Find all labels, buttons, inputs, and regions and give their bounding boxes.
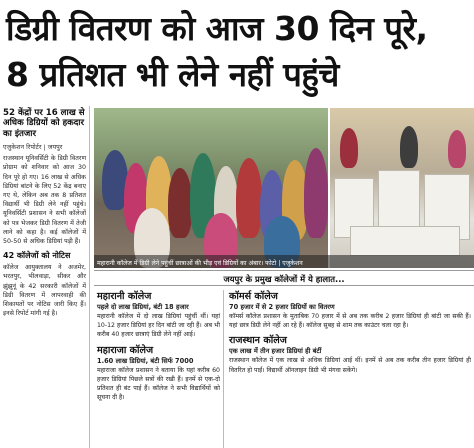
commerce-subhead: 70 हजार में से 2 हजार डिग्रियों का वितरण — [229, 303, 335, 311]
headline-line-2: 8 प्रतिशत भी लेने नहीं पहुंचे — [6, 55, 339, 94]
photo-figure — [168, 168, 192, 238]
rajasthan-section — [229, 334, 471, 374]
left-story-body-2: कॉलेज आयुक्तालय ने अजमेर, भरतपुर, भीलवाड़ा, सीकर और झुंझुनूं के 42 सरकारी कॉलेजों में डिग्री वितरण में लापरवाही की शिकायतों पर नोटिस जारी किए हैं। इनसे रिपोर्ट मांगी गई है। — [3, 264, 86, 318]
headline — [0, 0, 474, 104]
column-right-colleges — [226, 290, 474, 448]
rajasthan-subhead: एक लाख में तीन हजार डिग्रियां ही बंटीं — [229, 347, 322, 356]
maharani-subhead: पहले दो लाख डिग्रियां, बंटी 18 हजार — [97, 303, 189, 311]
left-story-subhead: 42 कॉलेजों को नोटिस — [3, 251, 71, 261]
commerce-title: कॉमर्स कॉलेज — [229, 291, 278, 302]
photo-figure — [400, 126, 418, 168]
photo-figure — [340, 128, 358, 168]
left-story-byline: एजुकेशन रिपोर्टर | जयपुर — [3, 143, 63, 152]
maharani-title: महारानी कॉलेज — [97, 291, 152, 302]
headline-line-1: डिग्री वितरण को आज 30 दिन पूरे, — [6, 9, 428, 48]
maharaja-section — [97, 344, 220, 403]
crowd-photo — [94, 108, 328, 268]
maharaja-title: महाराजा कॉलेज — [97, 344, 154, 356]
left-column-story — [0, 106, 90, 448]
maharani-body: महारानी कॉलेज में दो लाख डिग्रियां पहुंचीं थीं। यहां 10-12 हजार डिग्रियां हर दिन बांटी जा रही हैं। अब भी करीब 40 हजार छात्राएं डिग्री लेने नहीं आई। — [97, 313, 220, 339]
degree-stacks-photo — [330, 108, 474, 268]
commerce-section — [229, 290, 471, 330]
rajasthan-title: राजस्थान कॉलेज — [229, 335, 287, 347]
commerce-body: कॉमर्स कॉलेज प्रशासन के मुताबिक 70 हजार में से अब तक करीब 2 हजार डिग्रियां ही बांटी जा सकी हैं। यहां छात्र डिग्री लेने नहीं आ रहे हैं। कॉलेज सुबह से शाम तक काउंटर चला रहा है। — [229, 313, 471, 330]
maharaja-body: महाराजा कॉलेज प्रशासन ने बताया कि यहां करीब 60 हजार डिग्रियां पिछले सत्रों की रखी हैं। इनमें से एक-दो प्रतिशत ही बंट पाई हैं। कॉलेज ने सभी विद्यार्थियों को सूचना दी है। — [97, 366, 220, 402]
left-story-headline: 52 केंद्रों पर 16 लाख से अधिक डिग्रियों को हकदार का इंतजार — [3, 108, 85, 139]
photo-figure — [304, 148, 328, 238]
left-story-body: राजस्थान यूनिवर्सिटी के डिग्री वितरण प्रोग्राम को शनिवार को आज 30 दिन पूरे हो गए। 16 लाख से अधिक डिग्रियां बांटने के लिए 52 केंद्र बनाए गए थे, लेकिन अब तक 8 प्रतिशत विद्यार्थी भी डिग्री लेने नहीं पहुंचे। यूनिवर्सिटी प्रशासन ने सभी कॉलेजों को पत्र भेजकर डिग्री वितरण में तेजी लाने को कहा है। कई कॉलेजों में 50-50 से अधिक डिग्रियां पड़ी हैं। — [3, 155, 86, 246]
photo-figure — [236, 158, 262, 238]
rajasthan-body: राजस्थान कॉलेज में एक लाख से अधिक डिग्रियां आई थीं। इनमें से अब तक करीब तीन हजार डिग्रियां ही वितरित हो पाईं। विद्यार्थी ऑनलाइन डिग्री भी मंगवा सकेंगे। — [229, 357, 471, 374]
photo-caption: महारानी कॉलेज में डिग्री लेने पहुंचीं छात्राओं की भीड़ एवं डिग्रियों का अंबार। फोटो | एजुकेशन — [94, 255, 474, 268]
column-left-colleges — [94, 290, 224, 448]
photo-figure — [448, 130, 466, 168]
maharaja-subhead: 1.60 लाख डिग्रियां, बंटी सिर्फ 7000 — [97, 356, 194, 365]
section-banner: जयपुर के प्रमुख कॉलेजों में ये हालात... — [94, 270, 474, 286]
maharani-section — [97, 290, 220, 340]
degree-stack — [350, 226, 460, 256]
